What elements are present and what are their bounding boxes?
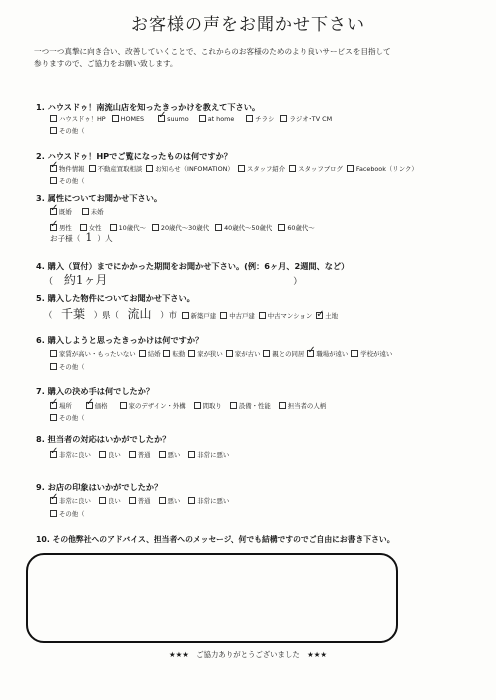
q1-option[interactable] bbox=[199, 114, 235, 124]
q9-other-checkbox[interactable] bbox=[50, 510, 57, 517]
q5-option[interactable] bbox=[316, 309, 338, 323]
q7-other-label: その他（ bbox=[59, 414, 85, 422]
q9-option[interactable] bbox=[188, 496, 229, 506]
q5-option-label: 新築戸建 bbox=[190, 312, 217, 320]
q3-age-option[interactable] bbox=[110, 223, 146, 233]
q2-checkbox[interactable] bbox=[146, 165, 153, 172]
q6-option[interactable] bbox=[263, 349, 304, 359]
q7-options bbox=[50, 401, 326, 411]
q9-checkbox[interactable] bbox=[188, 497, 195, 504]
q8-option[interactable] bbox=[99, 450, 121, 460]
q7-option-label: 価格 bbox=[94, 402, 108, 410]
q3-age-option-label: 60歳代〜 bbox=[287, 224, 315, 232]
q6-option-label: 家が狭い bbox=[197, 350, 223, 358]
q9-checkbox[interactable] bbox=[50, 497, 57, 504]
q7-other-checkbox[interactable] bbox=[50, 414, 57, 421]
q2-option[interactable] bbox=[347, 164, 418, 174]
q6-checkbox[interactable] bbox=[263, 350, 270, 357]
q9-option[interactable] bbox=[129, 496, 151, 506]
q2-option[interactable] bbox=[50, 164, 85, 174]
q2-option-label: Facebook（リンク） bbox=[355, 165, 418, 173]
q5-property-options bbox=[182, 312, 338, 320]
children-value[interactable]: 1 bbox=[85, 231, 93, 244]
q8-option-label: 普通 bbox=[137, 451, 151, 459]
q5-checkbox[interactable] bbox=[182, 312, 189, 319]
question-6: 6. 購入しようと思ったきっかけは何ですか？ bbox=[36, 335, 204, 345]
q5-option-label: 中古戸建 bbox=[229, 312, 255, 320]
q4-answer-row bbox=[44, 273, 302, 289]
q2-other bbox=[50, 176, 85, 186]
q6-checkbox[interactable] bbox=[351, 350, 358, 357]
q6-checkbox[interactable] bbox=[50, 350, 57, 357]
q6-checkbox[interactable] bbox=[163, 350, 170, 357]
q5-checkbox[interactable] bbox=[316, 312, 323, 319]
q9-option-label: 非常に悪い bbox=[197, 497, 230, 505]
q7-checkbox[interactable] bbox=[120, 402, 127, 409]
q7-other bbox=[50, 413, 85, 423]
q6-checkbox[interactable] bbox=[139, 350, 146, 357]
q2-checkbox[interactable] bbox=[50, 165, 57, 172]
q7-option[interactable] bbox=[279, 401, 326, 411]
q6-option[interactable] bbox=[50, 349, 136, 359]
q2-checkbox[interactable] bbox=[89, 165, 96, 172]
q3-marital-option[interactable] bbox=[50, 207, 72, 217]
q8-option[interactable] bbox=[50, 450, 91, 460]
q7-option-label: 設備・性能 bbox=[238, 402, 271, 410]
q9-option[interactable] bbox=[50, 496, 91, 506]
q5-option-label: 中古マンション bbox=[267, 312, 313, 320]
q6-option-label: 親との同居 bbox=[272, 350, 305, 358]
q1-option[interactable] bbox=[280, 114, 332, 124]
intro-line-2: 参りますので、ご協力をお願い致します。 bbox=[34, 59, 178, 68]
q6-option-label: 家が古い bbox=[234, 350, 261, 358]
prefecture-unit: ）県（ bbox=[93, 310, 119, 320]
q5-option-label: 土地 bbox=[325, 312, 338, 320]
q3-marital-checkbox[interactable] bbox=[50, 208, 57, 215]
children-unit: ）人 bbox=[97, 234, 113, 243]
q1-option-label: チラシ bbox=[255, 115, 275, 123]
q2-other-label: その他（ bbox=[59, 177, 85, 185]
q3-gender-checkbox[interactable] bbox=[50, 224, 57, 231]
q1-option-label: ラジオ･TV CM bbox=[289, 115, 333, 123]
q2-option[interactable] bbox=[289, 164, 343, 174]
q2-checkbox[interactable] bbox=[238, 165, 245, 172]
q9-other-label: その他（ bbox=[59, 510, 85, 518]
q3-gender-option[interactable] bbox=[50, 223, 72, 233]
q1-other bbox=[50, 126, 85, 136]
q6-option[interactable] bbox=[351, 349, 392, 359]
q2-options bbox=[50, 164, 422, 174]
q1-option[interactable] bbox=[246, 114, 274, 124]
q6-option-label: 家賃が高い・もったいない bbox=[59, 350, 136, 358]
q7-option[interactable] bbox=[50, 401, 72, 411]
q2-option-label: スタッフ紹介 bbox=[246, 165, 286, 173]
q9-option-label: 良い bbox=[107, 497, 121, 505]
q7-checkbox[interactable] bbox=[86, 402, 93, 409]
q7-option-label: 場所 bbox=[59, 402, 72, 410]
q8-option[interactable] bbox=[188, 450, 229, 460]
q9-checkbox[interactable] bbox=[99, 497, 106, 504]
prefecture-value[interactable]: 千葉 bbox=[61, 307, 86, 321]
q3-gender-option-label: 男性 bbox=[59, 224, 72, 232]
q6-checkbox[interactable] bbox=[307, 350, 314, 357]
q8-options bbox=[50, 450, 229, 460]
q1-checkbox[interactable] bbox=[199, 115, 206, 122]
q1-checkbox[interactable] bbox=[158, 115, 165, 122]
q6-checkbox[interactable] bbox=[226, 350, 233, 357]
q1-option-label: suumo bbox=[167, 115, 189, 123]
q3-gender-option-label: 女性 bbox=[88, 224, 102, 232]
city-unit: ）市 bbox=[160, 310, 177, 320]
q3-age-option-label: 10歳代〜 bbox=[118, 224, 146, 232]
q5-checkbox[interactable] bbox=[220, 312, 227, 319]
q7-option[interactable] bbox=[230, 401, 271, 411]
page-title: お客様の声をお聞かせ下さい bbox=[131, 15, 365, 35]
q2-option-label: 不動産買取相談 bbox=[97, 165, 143, 173]
q6-option-label: 職場が遠い bbox=[316, 350, 349, 358]
q6-other-label: その他（ bbox=[59, 363, 85, 371]
q3-age-checkbox[interactable] bbox=[215, 224, 222, 231]
q3-marital-option-label: 既婚 bbox=[59, 208, 72, 216]
q6-option[interactable] bbox=[188, 349, 223, 359]
q2-other-checkbox[interactable] bbox=[50, 177, 57, 184]
q7-option-label: 間取り bbox=[202, 402, 222, 410]
q9-option-label: 非常に良い bbox=[59, 497, 91, 505]
question-2: 2. ハウスドゥ！HPでご覧になったものは何ですか？ bbox=[36, 151, 232, 161]
q9-other bbox=[50, 509, 85, 519]
q6-option[interactable] bbox=[139, 349, 161, 359]
q7-option[interactable] bbox=[120, 401, 186, 411]
q2-checkbox[interactable] bbox=[347, 165, 354, 172]
children-label: お子様（ bbox=[50, 234, 81, 243]
intro-line-1: 一つ一つ真摯に向き合い、改善していくことで、これからのお客様のためのより良いサービスを目指して bbox=[34, 47, 391, 56]
q3-children bbox=[50, 233, 113, 244]
q5-answer-row bbox=[44, 307, 338, 323]
thanks-footer: ★★★ ご協力ありがとうございました ★★★ bbox=[168, 650, 327, 659]
q6-option-label: 学校が遠い bbox=[360, 350, 393, 358]
q1-checkbox[interactable] bbox=[112, 115, 119, 122]
q3-marital-option-label: 未婚 bbox=[90, 208, 104, 216]
q3-age-checkbox[interactable] bbox=[152, 224, 159, 231]
q4-close-paren: ） bbox=[293, 277, 303, 287]
question-8: 8. 担当者の対応はいかがでしたか？ bbox=[36, 434, 171, 444]
q6-option[interactable] bbox=[163, 349, 185, 359]
q2-option[interactable] bbox=[89, 164, 143, 174]
q6-option-label: 結婚 bbox=[147, 350, 161, 358]
q3-age-option[interactable] bbox=[278, 223, 314, 233]
q9-options bbox=[50, 496, 229, 506]
q9-option-label: 悪い bbox=[167, 497, 181, 505]
q3-age-option[interactable] bbox=[152, 223, 209, 233]
intro-text bbox=[34, 46, 470, 70]
q3-age-option-label: 20歳代〜30歳代 bbox=[160, 224, 210, 232]
q1-other-label: その他（ bbox=[59, 127, 85, 135]
q5-checkbox[interactable] bbox=[259, 312, 266, 319]
q6-other bbox=[50, 362, 85, 372]
q3-age-checkbox[interactable] bbox=[110, 224, 117, 231]
q6-checkbox[interactable] bbox=[188, 350, 195, 357]
q1-option[interactable] bbox=[112, 114, 144, 124]
q9-option-label: 普通 bbox=[137, 497, 151, 505]
question-10: 10. その他弊社へのアドバイス、担当者へのメッセージ、何でも結構ですのでご自由にお書き下さい。 bbox=[36, 535, 395, 544]
q8-option-label: 良い bbox=[107, 451, 121, 459]
city-value[interactable]: 流山 bbox=[127, 307, 152, 321]
q3-age-option-label: 40歳代〜50歳代 bbox=[224, 224, 273, 232]
q8-option[interactable] bbox=[159, 450, 181, 460]
q8-checkbox[interactable] bbox=[50, 451, 57, 458]
q8-option-label: 悪い bbox=[167, 451, 181, 459]
q7-checkbox[interactable] bbox=[50, 402, 57, 409]
q1-other-checkbox[interactable] bbox=[50, 127, 57, 134]
q1-option[interactable] bbox=[158, 114, 189, 124]
q1-option-label: ハウスドゥ！HP bbox=[59, 115, 106, 123]
q3-marital-checkbox[interactable] bbox=[82, 208, 89, 215]
q9-checkbox[interactable] bbox=[129, 497, 136, 504]
q7-option[interactable] bbox=[86, 401, 108, 411]
q1-checkbox[interactable] bbox=[50, 115, 57, 122]
q6-other-checkbox[interactable] bbox=[50, 363, 57, 370]
q7-option[interactable] bbox=[194, 401, 222, 411]
q4-open-paren: （ bbox=[44, 277, 54, 287]
q2-option-label: スタッフブログ bbox=[298, 165, 343, 173]
q8-checkbox[interactable] bbox=[129, 451, 136, 458]
q8-checkbox[interactable] bbox=[99, 451, 106, 458]
question-9: 9. お店の印象はいかがでしたか？ bbox=[36, 482, 163, 492]
q2-option[interactable] bbox=[146, 164, 234, 174]
q5-option[interactable] bbox=[182, 309, 217, 323]
free-comment-box[interactable] bbox=[26, 553, 398, 643]
q3-age-checkbox[interactable] bbox=[278, 224, 285, 231]
q5-option[interactable] bbox=[259, 309, 312, 323]
q3-marital-option[interactable] bbox=[82, 207, 104, 217]
q2-option-label: 物件情報 bbox=[59, 165, 85, 173]
q3-age-option[interactable] bbox=[215, 223, 272, 233]
q7-checkbox[interactable] bbox=[279, 402, 286, 409]
q6-option-label: 転勤 bbox=[172, 350, 186, 358]
q2-option[interactable] bbox=[238, 164, 285, 174]
question-7: 7. 購入の決め手は何でしたか？ bbox=[36, 386, 155, 396]
question-5: 5. 購入した物件についてお聞かせ下さい。 bbox=[36, 293, 195, 303]
question-3: 3. 属性についてお聞かせ下さい。 bbox=[36, 193, 163, 203]
q7-option-label: 家のデザイン・外構 bbox=[128, 402, 186, 410]
q3-marital-options bbox=[50, 207, 108, 217]
q6-option[interactable] bbox=[307, 349, 348, 359]
q8-option[interactable] bbox=[129, 450, 151, 460]
q1-option-label: HOMES bbox=[120, 115, 145, 123]
q2-option-label: お知らせ（INFOMATION） bbox=[155, 165, 234, 173]
q7-option-label: 担当者の人柄 bbox=[287, 402, 327, 410]
q8-checkbox[interactable] bbox=[159, 451, 166, 458]
q6-options bbox=[50, 349, 392, 359]
q6-option[interactable] bbox=[226, 349, 261, 359]
q9-option[interactable] bbox=[159, 496, 181, 506]
q7-checkbox[interactable] bbox=[194, 402, 201, 409]
q5-option[interactable] bbox=[220, 309, 255, 323]
q2-checkbox[interactable] bbox=[289, 165, 296, 172]
q1-options bbox=[50, 114, 338, 124]
question-1: 1. ハウスドゥ！南流山店を知ったきっかけを教えて下さい。 bbox=[36, 102, 261, 112]
q9-option[interactable] bbox=[99, 496, 121, 506]
q1-option-label: at home bbox=[207, 115, 235, 123]
q1-option[interactable] bbox=[50, 114, 106, 124]
q3-gender-checkbox[interactable] bbox=[80, 224, 87, 231]
q8-option-label: 非常に良い bbox=[59, 451, 91, 459]
question-4: 4. 購入（買付）までにかかった期間をお聞かせ下さい。(例：6ヶ月、2週間、など） bbox=[36, 261, 350, 271]
q5-open-paren: （ bbox=[44, 310, 53, 320]
q4-answer[interactable]: 約1ヶ月 bbox=[63, 273, 108, 287]
q7-checkbox[interactable] bbox=[230, 402, 237, 409]
q8-option-label: 非常に悪い bbox=[197, 451, 230, 459]
q9-checkbox[interactable] bbox=[159, 497, 166, 504]
q1-checkbox[interactable] bbox=[246, 115, 253, 122]
q1-checkbox[interactable] bbox=[280, 115, 287, 122]
q8-checkbox[interactable] bbox=[188, 451, 195, 458]
